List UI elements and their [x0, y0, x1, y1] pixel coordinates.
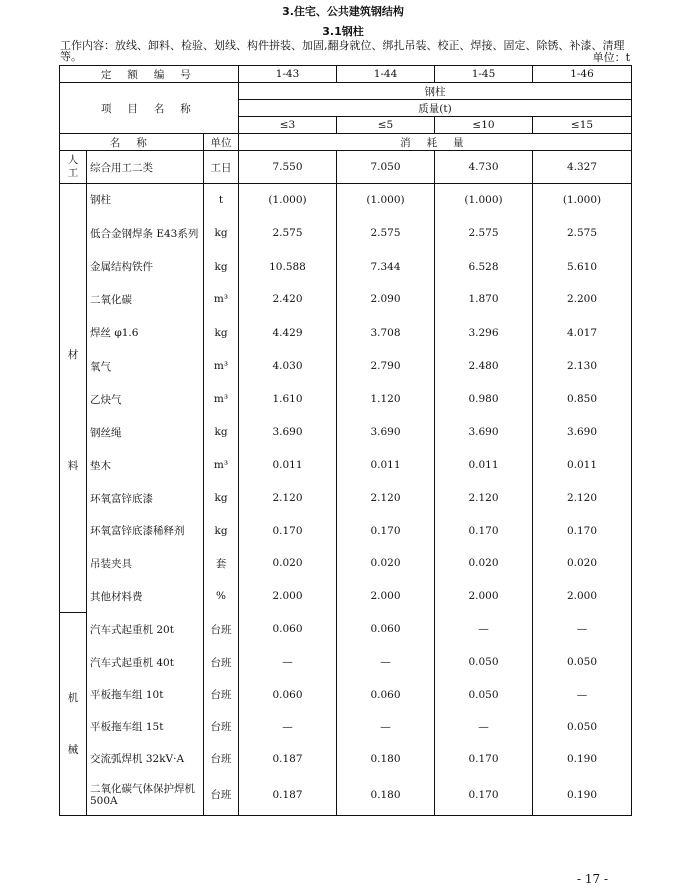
- item-unit: 套: [204, 547, 239, 580]
- item-name: 垫木: [87, 449, 204, 482]
- value-cell: —: [337, 711, 435, 743]
- value-cell: 2.000: [239, 580, 337, 613]
- item-unit: kg: [204, 316, 239, 350]
- quota-label: 定 额 编 号: [60, 66, 239, 83]
- value-cell: 2.420: [239, 283, 337, 316]
- table-row: [60, 251, 632, 283]
- item-unit: kg: [204, 216, 239, 251]
- value-cell: 0.187: [239, 775, 337, 816]
- value-cell: 2.130: [533, 350, 632, 383]
- col-consumption-header: 消 耗 量: [239, 134, 632, 151]
- item-unit: kg: [204, 251, 239, 283]
- subsection-title: 3.1钢柱: [322, 25, 364, 38]
- value-cell: 4.030: [239, 350, 337, 383]
- group-label-char: 人: [67, 154, 79, 166]
- group-label-char: 工: [67, 167, 79, 179]
- value-cell: 0.011: [239, 449, 337, 482]
- value-cell: 2.000: [337, 580, 435, 613]
- item-name: 平板拖车组 10t: [87, 679, 204, 711]
- item-name: 汽车式起重机 20t: [87, 613, 204, 646]
- value-cell: 7.050: [337, 151, 435, 184]
- item-name: 其他材料费: [87, 580, 204, 613]
- value-cell: 2.120: [533, 482, 632, 515]
- value-cell: —: [435, 613, 533, 646]
- group-label-char: 料: [67, 459, 79, 472]
- item-type-row: [60, 83, 632, 100]
- table-row: [60, 482, 632, 515]
- item-type: 钢柱: [239, 83, 632, 100]
- code-cell: 1-45: [435, 66, 533, 83]
- value-cell: —: [435, 711, 533, 743]
- value-cell: 0.011: [337, 449, 435, 482]
- item-name: 焊丝 φ1.6: [87, 316, 204, 350]
- item-label: 项 目 名 称: [60, 83, 239, 134]
- group-label: [60, 184, 87, 613]
- group-label-char: 机: [67, 691, 79, 704]
- table-row: [60, 613, 632, 646]
- value-cell: 3.690: [533, 416, 632, 449]
- value-cell: 1.870: [435, 283, 533, 316]
- group-label: [60, 151, 87, 184]
- item-name: 平板拖车组 15t: [87, 711, 204, 743]
- value-cell: 3.690: [435, 416, 533, 449]
- value-cell: (1.000): [435, 184, 533, 216]
- page-number: - 17 -: [577, 872, 609, 886]
- value-cell: 0.187: [239, 743, 337, 775]
- item-unit: 台班: [204, 613, 239, 646]
- item-unit: m³: [204, 383, 239, 416]
- item-name: 乙炔气: [87, 383, 204, 416]
- value-cell: 0.020: [337, 547, 435, 580]
- mass-range: ≤3: [239, 117, 337, 134]
- value-cell: 4.017: [533, 316, 632, 350]
- value-cell: 0.060: [239, 613, 337, 646]
- work-content: 工作内容：放线、卸料、检验、划线、构件拼装、加固,翻身就位、绑扎吊装、校正、焊接、固定、除锈、补漆、清理等。: [60, 39, 625, 63]
- value-cell: 7.344: [337, 251, 435, 283]
- value-cell: 0.170: [533, 515, 632, 547]
- table-row: [60, 383, 632, 416]
- value-cell: (1.000): [533, 184, 632, 216]
- column-header-row: [60, 134, 632, 151]
- value-cell: 2.575: [435, 216, 533, 251]
- value-cell: 3.690: [337, 416, 435, 449]
- value-cell: 0.980: [435, 383, 533, 416]
- item-name: 交流弧焊机 32kV·A: [87, 743, 204, 775]
- item-unit: t: [204, 184, 239, 216]
- value-cell: —: [239, 646, 337, 679]
- value-cell: 0.180: [337, 775, 435, 816]
- value-cell: 0.170: [435, 743, 533, 775]
- value-cell: 0.170: [435, 515, 533, 547]
- item-unit: m³: [204, 449, 239, 482]
- value-cell: (1.000): [239, 184, 337, 216]
- value-cell: 0.190: [533, 775, 632, 816]
- value-cell: —: [533, 679, 632, 711]
- item-name: 综合用工二类: [87, 151, 204, 184]
- table-row: [60, 711, 632, 743]
- value-cell: 2.790: [337, 350, 435, 383]
- code-cell: 1-44: [337, 66, 435, 83]
- value-cell: 0.020: [239, 547, 337, 580]
- value-cell: 2.000: [533, 580, 632, 613]
- value-cell: 0.011: [435, 449, 533, 482]
- value-cell: 0.170: [435, 775, 533, 816]
- value-cell: 0.020: [435, 547, 533, 580]
- value-cell: 3.690: [239, 416, 337, 449]
- value-cell: 2.575: [337, 216, 435, 251]
- value-cell: 4.327: [533, 151, 632, 184]
- value-cell: —: [239, 711, 337, 743]
- table-row: [60, 316, 632, 350]
- value-cell: 2.000: [435, 580, 533, 613]
- item-unit: m³: [204, 283, 239, 316]
- quota-code-row: [60, 66, 632, 83]
- value-cell: 0.050: [435, 646, 533, 679]
- table-row: [60, 743, 632, 775]
- value-cell: 2.480: [435, 350, 533, 383]
- value-cell: 2.120: [239, 482, 337, 515]
- item-name: 吊装夹具: [87, 547, 204, 580]
- item-unit: 台班: [204, 679, 239, 711]
- item-name: 二氧化碳气体保护焊机 500A: [87, 775, 204, 816]
- value-cell: 4.730: [435, 151, 533, 184]
- item-name: 金属结构铁件: [87, 251, 204, 283]
- value-cell: —: [533, 613, 632, 646]
- value-cell: 3.296: [435, 316, 533, 350]
- value-cell: 0.011: [533, 449, 632, 482]
- item-unit: %: [204, 580, 239, 613]
- item-unit: kg: [204, 416, 239, 449]
- item-unit: kg: [204, 515, 239, 547]
- section-title: 3.住宅、公共建筑钢结构: [282, 5, 404, 18]
- value-cell: 2.575: [533, 216, 632, 251]
- col-name-header: 名 称: [60, 134, 204, 151]
- item-unit: 台班: [204, 775, 239, 816]
- value-cell: 2.200: [533, 283, 632, 316]
- mass-range: ≤5: [337, 117, 435, 134]
- unit-label: 单位：t: [592, 51, 630, 64]
- value-cell: 0.060: [337, 679, 435, 711]
- value-cell: 0.190: [533, 743, 632, 775]
- item-name: 钢丝绳: [87, 416, 204, 449]
- mass-range: ≤15: [533, 117, 632, 134]
- value-cell: 10.588: [239, 251, 337, 283]
- value-cell: (1.000): [337, 184, 435, 216]
- table-row: [60, 679, 632, 711]
- value-cell: 0.850: [533, 383, 632, 416]
- item-unit: m³: [204, 350, 239, 383]
- item-unit: 台班: [204, 646, 239, 679]
- item-unit: 台班: [204, 711, 239, 743]
- group-label: [60, 613, 87, 816]
- table-row: [60, 184, 632, 216]
- item-unit: 台班: [204, 743, 239, 775]
- table-row: [60, 515, 632, 547]
- col-unit-header: 单位: [204, 134, 239, 151]
- value-cell: 1.120: [337, 383, 435, 416]
- quota-table: [59, 65, 632, 816]
- value-cell: 0.020: [533, 547, 632, 580]
- value-cell: 4.429: [239, 316, 337, 350]
- value-cell: 2.120: [337, 482, 435, 515]
- mass-range: ≤10: [435, 117, 533, 134]
- table-row: [60, 350, 632, 383]
- item-name: 钢柱: [87, 184, 204, 216]
- table-row: [60, 547, 632, 580]
- value-cell: 0.050: [435, 679, 533, 711]
- group-label-char: 材: [67, 348, 79, 361]
- code-cell: 1-43: [239, 66, 337, 83]
- item-unit: kg: [204, 482, 239, 515]
- value-cell: 5.610: [533, 251, 632, 283]
- item-name: 环氧富锌底漆: [87, 482, 204, 515]
- value-cell: —: [337, 646, 435, 679]
- value-cell: 2.120: [435, 482, 533, 515]
- value-cell: 0.060: [337, 613, 435, 646]
- table-row: [60, 416, 632, 449]
- table-row: [60, 216, 632, 251]
- value-cell: 7.550: [239, 151, 337, 184]
- value-cell: 0.050: [533, 646, 632, 679]
- value-cell: 0.060: [239, 679, 337, 711]
- item-name: 低合金钢焊条 E43系列: [87, 216, 204, 251]
- value-cell: 3.708: [337, 316, 435, 350]
- item-name: 环氧富锌底漆稀释剂: [87, 515, 204, 547]
- table-row: [60, 283, 632, 316]
- value-cell: 1.610: [239, 383, 337, 416]
- value-cell: 0.170: [337, 515, 435, 547]
- value-cell: 0.180: [337, 743, 435, 775]
- value-cell: 0.170: [239, 515, 337, 547]
- item-name: 二氧化碳: [87, 283, 204, 316]
- item-name: 汽车式起重机 40t: [87, 646, 204, 679]
- table-row: [60, 449, 632, 482]
- table-row: [60, 775, 632, 816]
- item-unit: 工日: [204, 151, 239, 184]
- group-label-char: 械: [67, 744, 79, 757]
- table-row: [60, 646, 632, 679]
- table-row: [60, 151, 632, 184]
- item-name: 氧气: [87, 350, 204, 383]
- value-cell: 2.575: [239, 216, 337, 251]
- code-cell: 1-46: [533, 66, 632, 83]
- value-cell: 2.090: [337, 283, 435, 316]
- mass-label: 质量(t): [239, 100, 632, 117]
- table-row: [60, 580, 632, 613]
- value-cell: 6.528: [435, 251, 533, 283]
- value-cell: 0.050: [533, 711, 632, 743]
